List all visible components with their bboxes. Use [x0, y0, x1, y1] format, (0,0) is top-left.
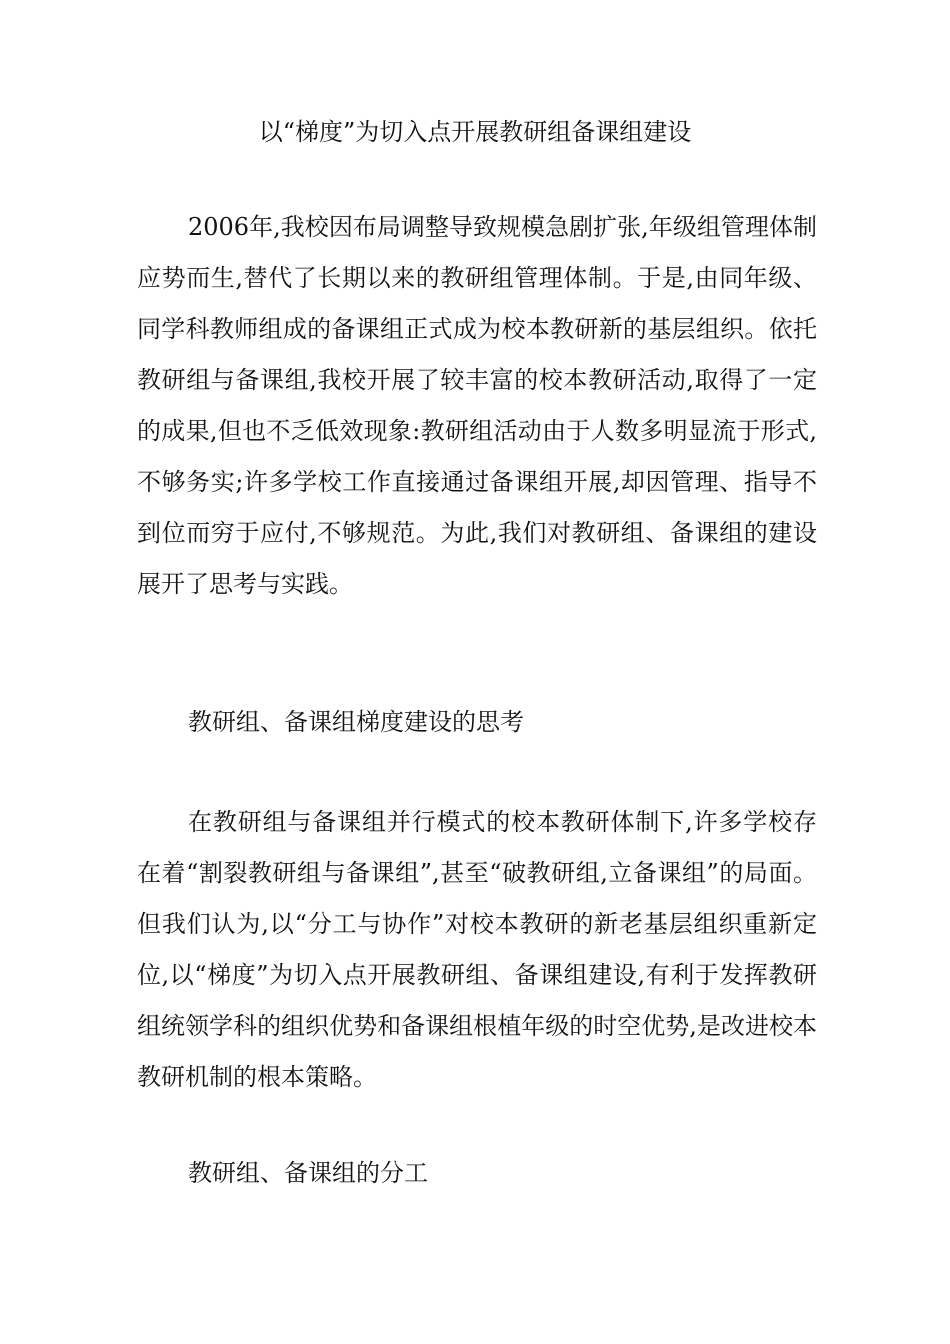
section-heading-thinking: 教研组、备课组梯度建设的思考	[188, 708, 524, 736]
section-heading-division: 教研组、备课组的分工	[188, 1159, 428, 1187]
document-title: 以“梯度”为切入点开展教研组备课组建设	[258, 118, 692, 146]
intro-paragraph: 2006年,我校因布局调整导致规模急剧扩张,年级组管理体制应势而生,替代了长期以来的教研组管理体制。于是,由同年级、同学科教师组成的备课组正式成为校本教研新的基层组织。依托教研组与备课组,我校开展了较丰富的校本教研活动,取得了一定的成果,但也不乏低效现象:教研组活动由于人数多明显流于形式,不够务实;许多学校工作直接通过备课组开展,却因管理、指导不到位而穷于应付,不够规范。为此,我们对教研组、备课组的建设展开了思考与实践。	[137, 213, 817, 598]
thinking-paragraph: 在教研组与备课组并行模式的校本教研体制下,许多学校存在着“割裂教研组与备课组”,甚至“破教研组,立备课组”的局面。但我们认为,以“分工与协作”对校本教研的新老基层组织重新定位,以“梯度”为切入点开展教研组、备课组建设,有利于发挥教研组统领学科的组织优势和备课组根植年级的时空优势,是改进校本教研机制的根本策略。	[137, 808, 817, 1091]
